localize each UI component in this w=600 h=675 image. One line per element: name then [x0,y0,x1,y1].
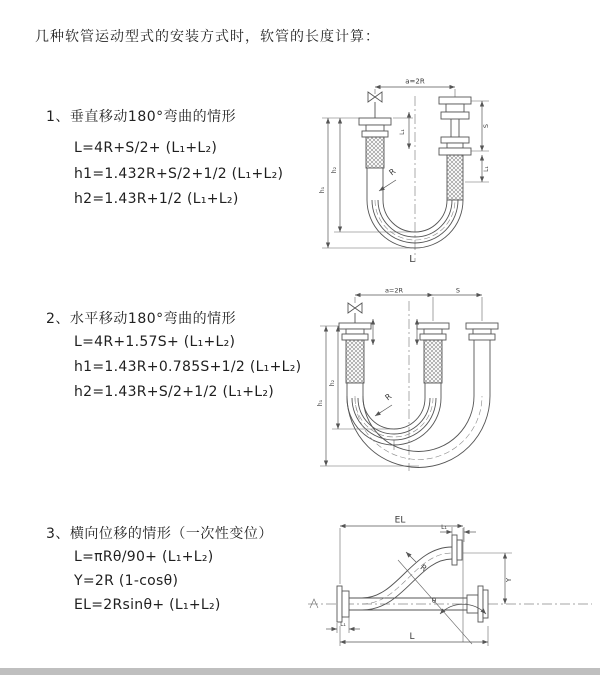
section-1-heading: 1、垂直移动180°弯曲的情形 [46,109,237,125]
dim-label-l1-left: L₁ [399,129,406,135]
dim-label-h2: h₂ [329,379,336,387]
dim-label-y: Y [505,577,513,583]
dimension-h1 [319,118,412,248]
fitting-dims [373,319,417,345]
section-1-formula-L: L=4R+S/2+ (L₁+L₂) [74,140,218,156]
page-bottom-edge [0,668,600,675]
section-3-formula-Y: Y=2R (1-cosθ) [74,573,179,589]
dimension-l [340,626,488,646]
dim-label-l1-left: L₁ [340,621,346,628]
right-flange-stack [439,97,471,200]
middle-flange [417,323,449,383]
section-2-formula-h2: h2=1.43R+S/2+1/2 (L₁+L₂) [74,384,275,400]
dim-label-l: L [409,254,415,265]
dim-label-s: S [455,286,461,295]
diagram-lateral-displacement [300,502,598,654]
valve-icon [368,92,382,118]
section-2-heading: 2、水平移动180°弯曲的情形 [46,311,237,327]
dim-label-r: R [418,562,429,574]
dim-label-a2r: a=2R [405,77,425,86]
section-2-formula-h1: h1=1.43R+0.785S+1/2 (L₁+L₂) [74,359,302,375]
dim-label-h1: h₁ [319,186,326,194]
section-3-formula-EL: EL=2Rsinθ+ (L₁+L₂) [74,597,221,613]
dim-label-r: R [383,391,394,403]
dim-label-r: R [387,166,398,178]
dim-label-h1: h₁ [317,399,324,407]
radius-callout [375,392,394,416]
hose-bends [347,383,490,468]
section-2-formula-L: L=4R+1.57S+ (L₁+L₂) [74,334,236,350]
dim-label-l1-right: L₁ [483,166,490,172]
section-1-formula-h1: h1=1.432R+S/2+1/2 (L₁+L₂) [74,166,284,182]
section-3-heading: 3、横向位移的情形（一次性变位） [46,526,273,542]
dim-label-l: L [409,632,415,642]
left-flange [359,118,391,168]
dimension-l1-left [393,112,413,149]
valve-icon [348,303,362,323]
diagram-vertical-180-bend [312,70,598,268]
right-flange-moved [466,323,498,396]
page-title: 几种软管运动型式的安装方式时，软管的长度计算： [35,29,380,45]
dimension-l1-right [465,155,490,182]
left-flange [337,586,349,622]
dim-label-h2: h₂ [331,166,338,174]
dimension-h1 [317,326,419,466]
dimension-l1-top [440,524,476,542]
section-1-formula-h2: h2=1.43R+1/2 (L₁+L₂) [74,191,239,207]
displaced-hose [362,535,462,610]
break-mark [310,599,318,608]
dim-label-el: EL [394,515,406,526]
dim-label-s: S [482,123,490,129]
dim-label-l1-top: L₁ [441,524,447,531]
dimension-a2r [375,78,455,98]
section-3-formula-L: L=πRθ/90+ (L₁+L₂) [74,549,214,565]
radius-callout [379,167,398,191]
dim-label-theta: θ [431,597,437,605]
left-flange [339,323,371,383]
dimension-s [471,101,490,151]
diagram-horizontal-180-bend [312,283,598,478]
dim-label-a2r: a=2R [384,286,404,295]
dimension-a2r [355,287,482,322]
